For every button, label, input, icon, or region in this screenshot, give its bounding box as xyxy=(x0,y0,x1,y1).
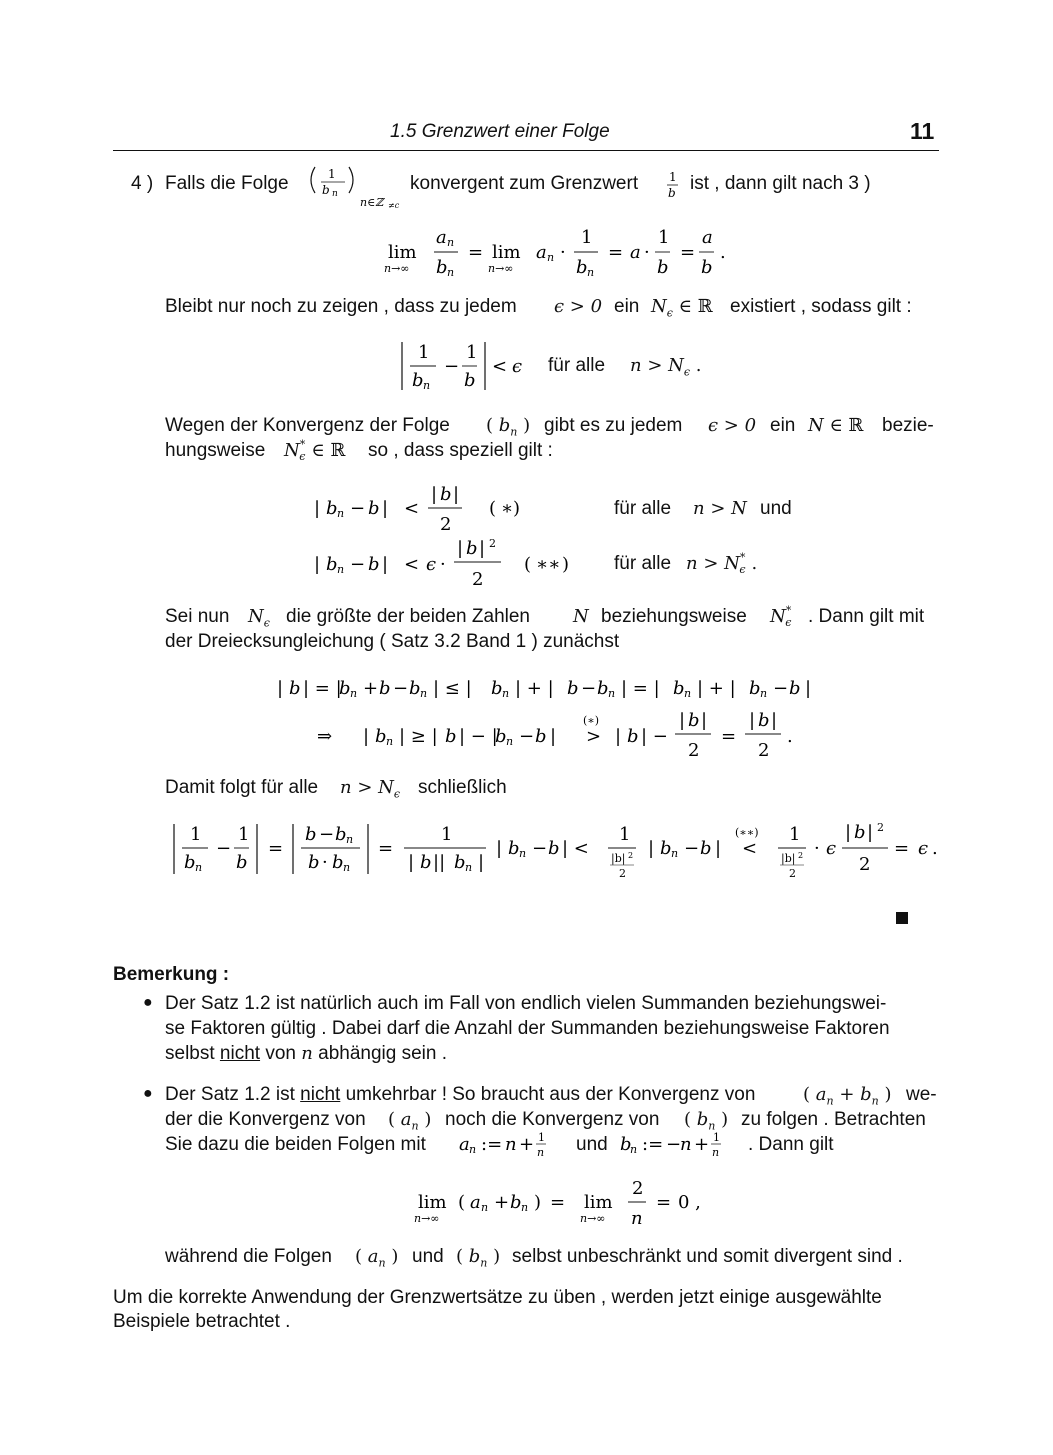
math-seq-bn-2: ( $b_n$ ) xyxy=(684,1109,729,1133)
svg-text:n: n xyxy=(337,507,345,520)
svg-text:|: | xyxy=(550,726,557,747)
svg-text:| + |: | + | xyxy=(697,678,736,699)
item4-text-3: ist , dann gilt nach 3 ) xyxy=(690,173,871,194)
bullet2-line4-c: selbst unbeschränkt und somit divergent sind . xyxy=(512,1246,903,1267)
bullet2-underlined-nicht: nicht xyxy=(300,1084,341,1105)
math-n-eps: $N_\epsilon$ xyxy=(248,606,270,630)
svg-text:ϵ: ϵ xyxy=(426,554,437,575)
svg-text:n: n xyxy=(447,266,455,279)
svg-text:lim: lim xyxy=(584,1192,613,1213)
svg-text:b: b xyxy=(308,852,320,873)
svg-text:1: 1 xyxy=(669,170,677,184)
svg-text:| ≤ |: | ≤ | xyxy=(433,678,472,699)
svg-text:): ) xyxy=(513,498,521,519)
closing-line1: Um die korrekte Anwendung der Grenzwertsätze zu üben , werden jetzt einige ausgewählte xyxy=(113,1287,882,1308)
svg-text:b: b xyxy=(688,710,700,731)
svg-text:b: b xyxy=(332,852,344,873)
svg-text:<: < xyxy=(404,554,420,575)
svg-text:| <: | < xyxy=(562,838,589,859)
svg-text:| = |: | = | xyxy=(303,678,342,699)
svg-text:+: + xyxy=(519,1134,535,1155)
bullet1-underlined-nicht: nicht xyxy=(219,1043,261,1064)
bullet2-line4-a: während die Folgen xyxy=(165,1246,332,1267)
svg-text:·: · xyxy=(644,242,650,263)
bullet2-line3-b: und xyxy=(576,1134,608,1155)
bullet2-line2-c: zu folgen . Betrachten xyxy=(741,1109,926,1130)
svg-text:b: b xyxy=(597,678,609,699)
svg-text:b: b xyxy=(535,726,547,747)
svg-text:a: a xyxy=(536,242,547,263)
svg-text:|: | xyxy=(749,710,756,731)
svg-text::=: := xyxy=(642,1134,664,1155)
bullet2-line2-b: noch die Konvergenz von xyxy=(445,1109,660,1130)
bullet2-line3-a: Sie dazu die beiden Folgen mit xyxy=(165,1134,426,1155)
svg-text:b: b xyxy=(749,678,761,699)
svg-text:b: b xyxy=(627,726,639,747)
svg-text:n: n xyxy=(506,735,514,748)
svg-text:|: | xyxy=(314,498,321,519)
svg-text:n: n xyxy=(760,687,768,700)
bullet1-line2: se Faktoren gültig . Dabei darf die Anzahl der Summanden beziehungsweise Faktoren xyxy=(165,1018,890,1039)
svg-text:n→∞: n→∞ xyxy=(580,1212,606,1225)
svg-text:n: n xyxy=(350,687,358,700)
svg-text:⇒: ⇒ xyxy=(317,726,333,747)
svg-text:(∗∗): (∗∗) xyxy=(735,826,759,839)
eq3-row1-text: für alle xyxy=(614,498,672,519)
math-n-gt-n: n > N xyxy=(693,498,747,519)
svg-text:−: − xyxy=(519,726,535,747)
item-number: 4 ) xyxy=(131,173,154,194)
svg-text:2: 2 xyxy=(489,537,496,550)
svg-text:1: 1 xyxy=(328,167,336,181)
bullet2-line1 xyxy=(165,1084,755,1106)
formula-one-over-b xyxy=(665,168,681,202)
eq3-row1-und: und xyxy=(760,498,792,519)
svg-text:n→∞: n→∞ xyxy=(414,1212,440,1225)
svg-text:b: b xyxy=(368,554,380,575)
svg-text:n: n xyxy=(505,1134,517,1155)
svg-text:n∈ℤ: n∈ℤ xyxy=(360,196,384,209)
svg-text:b: b xyxy=(620,1134,632,1155)
svg-text:b: b xyxy=(436,257,448,278)
svg-text:2: 2 xyxy=(628,851,634,860)
svg-text:| + |: | + | xyxy=(515,678,554,699)
formula-sequence-reciprocal xyxy=(305,163,405,211)
svg-text:1: 1 xyxy=(713,1131,720,1144)
svg-text:.: . xyxy=(720,242,726,263)
svg-text:a: a xyxy=(630,242,641,263)
svg-text:·: · xyxy=(560,242,566,263)
svg-text:1: 1 xyxy=(238,824,250,845)
equation-limit-sum xyxy=(410,1176,710,1232)
svg-text:−: − xyxy=(532,838,548,859)
para2-text-5: hungsweise xyxy=(165,440,266,461)
svg-text:a: a xyxy=(459,1134,470,1155)
svg-text:b: b xyxy=(454,852,466,873)
svg-text:|: | xyxy=(277,678,284,699)
svg-text:n: n xyxy=(343,861,351,874)
svg-text:n: n xyxy=(502,687,510,700)
svg-text:2: 2 xyxy=(472,569,484,590)
para2-text-6: so , dass speziell gilt : xyxy=(368,440,553,461)
bullet2-line4-b: und xyxy=(412,1246,444,1267)
bullet1-line3-c: abhängig sein . xyxy=(318,1043,448,1064)
svg-text:b: b xyxy=(510,1192,522,1213)
svg-text:|: | xyxy=(679,710,686,731)
svg-text:b: b xyxy=(657,257,669,278)
svg-text:b: b xyxy=(440,484,452,505)
svg-text:(: ( xyxy=(489,498,497,519)
svg-text:n: n xyxy=(469,1143,477,1156)
svg-text:=: = xyxy=(894,838,910,859)
svg-text:n: n xyxy=(423,379,431,392)
svg-text:∗∗: ∗∗ xyxy=(536,554,561,575)
svg-text:=: = xyxy=(378,838,394,859)
svg-text:): ) xyxy=(562,554,570,575)
svg-text:2: 2 xyxy=(798,851,804,860)
svg-text:n: n xyxy=(630,1143,638,1156)
svg-text::=: := xyxy=(481,1134,503,1155)
svg-text:b: b xyxy=(375,726,387,747)
math-eps-gt-0-b: ϵ > 0 xyxy=(708,415,757,436)
svg-text:1: 1 xyxy=(190,824,202,845)
remark-title: Bemerkung : xyxy=(113,964,230,985)
math-seq-an-2: ( $a_n$ ) xyxy=(355,1246,399,1270)
math-seq-an: ( $a_n$ ) xyxy=(388,1109,432,1133)
bullet2-line1-b: umkehrbar ! So braucht aus der Konvergenz von xyxy=(345,1084,756,1105)
eq2-text-fuer-alle: für alle xyxy=(548,355,606,376)
math-n-eps-in-r: $N_\epsilon$ ∈ ℝ xyxy=(651,296,713,320)
svg-text:=: = xyxy=(608,242,624,263)
svg-text:1: 1 xyxy=(441,824,453,845)
svg-text:2: 2 xyxy=(758,740,770,761)
svg-text:2: 2 xyxy=(859,854,871,875)
svg-text:−: − xyxy=(350,554,366,575)
svg-text:b: b xyxy=(236,852,248,873)
svg-text:| − |: | − | xyxy=(459,726,498,747)
math-n-gt-n-eps-b: $n > N_\epsilon$ xyxy=(340,777,401,801)
svg-text:b: b xyxy=(701,257,713,278)
svg-text:0 ,: 0 , xyxy=(678,1192,701,1213)
svg-text:): ) xyxy=(534,1192,542,1213)
svg-text:|: | xyxy=(408,852,415,873)
para2-text-1: Wegen der Konvergenz der Folge xyxy=(165,415,450,436)
para1-text-1: Bleibt nur noch zu zeigen , dass zu jedem xyxy=(165,296,517,317)
svg-text:≠c: ≠c xyxy=(388,201,400,210)
para1-text-3: existiert , sodass gilt : xyxy=(730,296,912,317)
svg-text:b: b xyxy=(548,838,560,859)
bullet1-line3-a: selbst xyxy=(165,1043,215,1064)
para4-text-2: schließlich xyxy=(418,777,507,798)
svg-text:1: 1 xyxy=(418,342,430,363)
svg-text:2: 2 xyxy=(877,821,884,834)
svg-text:b: b xyxy=(673,678,685,699)
svg-text:|: | xyxy=(771,710,778,731)
svg-text:| ≥ |: | ≥ | xyxy=(399,726,438,747)
math-seq-bn-3: ( $b_n$ ) xyxy=(456,1246,501,1270)
equation-estimate-star xyxy=(312,480,552,536)
math-eps-gt-0: ϵ > 0 xyxy=(554,296,603,317)
math-n: N xyxy=(573,606,589,627)
equation-estimate-starstar xyxy=(312,534,582,592)
svg-text:|: | xyxy=(648,838,655,859)
svg-text:.: . xyxy=(932,838,938,859)
bullet1-line3-b: von xyxy=(265,1043,296,1064)
svg-text:2: 2 xyxy=(632,1178,644,1199)
running-header-section: 1.5 Grenzwert einer Folge xyxy=(390,121,610,142)
svg-text:n: n xyxy=(346,833,354,846)
svg-text:=: = xyxy=(680,242,696,263)
svg-text:−: − xyxy=(444,356,460,377)
item4-text-2: konvergent zum Grenzwert xyxy=(410,173,639,194)
svg-text:n→∞: n→∞ xyxy=(384,262,410,275)
svg-text:·: · xyxy=(440,554,446,575)
svg-text:1: 1 xyxy=(466,342,478,363)
svg-text:|: | xyxy=(496,838,503,859)
svg-text:n: n xyxy=(521,1201,529,1214)
page-number: 11 xyxy=(910,118,935,144)
svg-text:n: n xyxy=(447,236,455,249)
svg-text:b: b xyxy=(289,678,301,699)
svg-text:n: n xyxy=(337,563,345,576)
svg-text:n: n xyxy=(608,687,616,700)
svg-text:1: 1 xyxy=(581,227,593,248)
svg-text:−: − xyxy=(393,678,409,699)
svg-text:b: b xyxy=(184,852,196,873)
bullet-1-dot: ● xyxy=(143,994,153,1011)
svg-text:|: | xyxy=(431,484,438,505)
svg-text:|: | xyxy=(382,498,389,519)
svg-text:n: n xyxy=(684,687,692,700)
svg-text:b: b xyxy=(508,838,520,859)
svg-text:2: 2 xyxy=(440,514,452,535)
bullet1-line1: Der Satz 1.2 ist natürlich auch im Fall von endlich vielen Summanden beziehungswei- xyxy=(165,993,887,1014)
svg-text:|b|: |b| xyxy=(781,852,796,865)
svg-text:<: < xyxy=(742,838,758,859)
bullet-2-dot: ● xyxy=(143,1085,153,1102)
svg-text:b: b xyxy=(326,554,338,575)
svg-text:<: < xyxy=(404,498,420,519)
math-an-definition xyxy=(457,1128,572,1164)
svg-text:+: + xyxy=(694,1134,710,1155)
svg-text:>: > xyxy=(586,726,602,747)
header-rule xyxy=(113,150,939,151)
svg-text:b: b xyxy=(445,726,457,747)
svg-text:b: b xyxy=(576,257,588,278)
svg-text:n: n xyxy=(332,189,338,199)
svg-text:b: b xyxy=(420,852,432,873)
svg-text:∗: ∗ xyxy=(501,498,514,519)
svg-text:(∗): (∗) xyxy=(583,714,600,727)
svg-text:n→∞: n→∞ xyxy=(488,262,514,275)
svg-text:n: n xyxy=(671,847,679,860)
svg-text:2: 2 xyxy=(619,867,626,880)
svg-text:|: | xyxy=(867,822,874,843)
svg-text:|: | xyxy=(314,554,321,575)
svg-text:b: b xyxy=(668,186,676,200)
svg-text:lim: lim xyxy=(418,1192,447,1213)
svg-text:|: | xyxy=(715,838,722,859)
svg-text:n: n xyxy=(537,1146,545,1159)
para4-text-1: Damit folgt für alle xyxy=(165,777,319,798)
svg-text:b: b xyxy=(495,726,507,747)
svg-text:b: b xyxy=(322,183,330,197)
equation-limit-quotient xyxy=(380,226,740,282)
bullet2-line1-a: Der Satz 1.2 ist xyxy=(165,1084,295,1105)
svg-text:|: | xyxy=(479,538,486,559)
svg-text:b: b xyxy=(379,678,391,699)
svg-text:b: b xyxy=(700,838,712,859)
svg-text:|b|: |b| xyxy=(611,852,626,865)
bullet2-line1-c: we- xyxy=(906,1084,937,1105)
math-seq-bn: ( $b_n$ ) xyxy=(486,415,531,439)
svg-text:b: b xyxy=(491,678,503,699)
equation-triangle-inequality xyxy=(275,668,845,768)
svg-text:.: . xyxy=(787,726,793,747)
svg-text:−: − xyxy=(684,838,700,859)
svg-text:| = |: | = | xyxy=(621,678,660,699)
para3-text-3: beziehungsweise xyxy=(601,606,747,627)
svg-text:−: − xyxy=(216,838,232,859)
bullet1-line3 xyxy=(165,1043,447,1065)
math-n-eps-star-in-r: $N^*_\epsilon$ ∈ ℝ xyxy=(284,438,346,463)
closing-line2: Beispiele betrachtet . xyxy=(113,1311,291,1332)
svg-text:lim: lim xyxy=(492,242,521,263)
para2-text-2: gibt es zu jedem xyxy=(544,415,683,436)
svg-text:−: − xyxy=(666,1134,682,1155)
svg-text:+: + xyxy=(363,678,379,699)
svg-text:|: | xyxy=(701,710,708,731)
svg-text:n: n xyxy=(386,735,394,748)
svg-text:(: ( xyxy=(458,1192,466,1213)
svg-text:|: | xyxy=(845,822,852,843)
svg-text:2: 2 xyxy=(789,867,796,880)
svg-text:n: n xyxy=(631,1208,643,1229)
bullet2-line3-c: . Dann gilt xyxy=(748,1134,834,1155)
para3-text-1: Sei nun xyxy=(165,606,230,627)
equation-final-chain xyxy=(170,818,950,898)
svg-text:b: b xyxy=(368,498,380,519)
svg-text:n: n xyxy=(481,1201,489,1214)
svg-text:n: n xyxy=(587,266,595,279)
svg-text:−: − xyxy=(319,824,335,845)
svg-text:| −: | − xyxy=(641,726,668,747)
svg-text:b: b xyxy=(789,678,801,699)
svg-text:=: = xyxy=(721,726,737,747)
svg-text:1: 1 xyxy=(619,824,631,845)
svg-text:a: a xyxy=(702,227,713,248)
para1-text-2: ein xyxy=(614,296,640,317)
svg-text:=: = xyxy=(468,242,484,263)
svg-text:|: | xyxy=(363,726,370,747)
svg-text:=: = xyxy=(268,838,284,859)
math-n-inline: n xyxy=(301,1043,313,1064)
svg-text:b: b xyxy=(305,824,317,845)
svg-text:b: b xyxy=(567,678,579,699)
svg-text:−: − xyxy=(773,678,789,699)
svg-text:a: a xyxy=(436,227,447,248)
math-an-plus-bn: ( $a_n + b_n$ ) xyxy=(803,1084,892,1108)
eq3-row2-text: für alle xyxy=(614,553,672,574)
item4-text-1: Falls die Folge xyxy=(165,173,289,194)
svg-text:|: | xyxy=(478,852,485,873)
svg-text:b: b xyxy=(758,710,770,731)
svg-text:|: | xyxy=(453,484,460,505)
svg-text:·: · xyxy=(814,838,820,859)
svg-text:b: b xyxy=(660,838,672,859)
svg-text:ϵ: ϵ xyxy=(918,838,929,859)
para3-text-2: die größte der beiden Zahlen xyxy=(286,606,530,627)
math-n-gt-n-eps: $n > N_\epsilon$ . xyxy=(630,355,702,379)
svg-text:b: b xyxy=(854,822,866,843)
math-n-in-r: N ∈ ℝ xyxy=(808,415,864,436)
svg-text:2: 2 xyxy=(688,740,700,761)
svg-text:n: n xyxy=(519,847,527,860)
svg-text:−: − xyxy=(350,498,366,519)
svg-text:n: n xyxy=(547,251,555,264)
para2-text-3: ein xyxy=(770,415,796,436)
svg-text:|: | xyxy=(457,538,464,559)
svg-text:n: n xyxy=(712,1146,720,1159)
svg-text:−: − xyxy=(581,678,597,699)
svg-text:1: 1 xyxy=(538,1131,545,1144)
svg-text:b: b xyxy=(464,370,476,391)
qed-symbol xyxy=(896,912,908,924)
svg-text:(: ( xyxy=(524,554,532,575)
svg-text:n: n xyxy=(195,861,203,874)
svg-text:|: | xyxy=(805,678,812,699)
para2-text-4: bezie- xyxy=(882,415,934,436)
svg-text:1: 1 xyxy=(658,227,670,248)
svg-text:b: b xyxy=(326,498,338,519)
svg-text:||: || xyxy=(433,852,446,873)
svg-text:n: n xyxy=(465,861,473,874)
para3-text-4: . Dann gilt mit xyxy=(808,606,925,627)
svg-text:·: · xyxy=(322,852,328,873)
svg-text:b: b xyxy=(412,370,424,391)
svg-text:b: b xyxy=(339,678,351,699)
svg-text:<: < xyxy=(492,356,508,377)
svg-text:n: n xyxy=(680,1134,692,1155)
svg-text:=: = xyxy=(550,1192,566,1213)
svg-text:lim: lim xyxy=(388,242,417,263)
equation-abs-difference xyxy=(398,338,538,394)
svg-text:b: b xyxy=(335,824,347,845)
svg-text:ϵ: ϵ xyxy=(512,356,523,377)
svg-text:ϵ: ϵ xyxy=(826,838,837,859)
math-bn-definition xyxy=(618,1128,750,1164)
math-n-eps-star: $N^*_\epsilon$ xyxy=(770,604,792,629)
svg-text:+: + xyxy=(494,1192,510,1213)
svg-text:b: b xyxy=(466,538,478,559)
para3-text-5: der Dreiecksungleichung ( Satz 3.2 Band 1 ) zunächst xyxy=(165,631,620,652)
svg-text:1: 1 xyxy=(789,824,801,845)
svg-text:=: = xyxy=(656,1192,672,1213)
bullet2-line2-a: der die Konvergenz von xyxy=(165,1109,366,1130)
math-n-gt-n-eps-star: $n > N^*_\epsilon$ . xyxy=(686,551,758,576)
svg-text:n: n xyxy=(420,687,428,700)
svg-text:|: | xyxy=(382,554,389,575)
svg-text:|: | xyxy=(615,726,622,747)
svg-text:b: b xyxy=(409,678,421,699)
svg-text:a: a xyxy=(470,1192,481,1213)
